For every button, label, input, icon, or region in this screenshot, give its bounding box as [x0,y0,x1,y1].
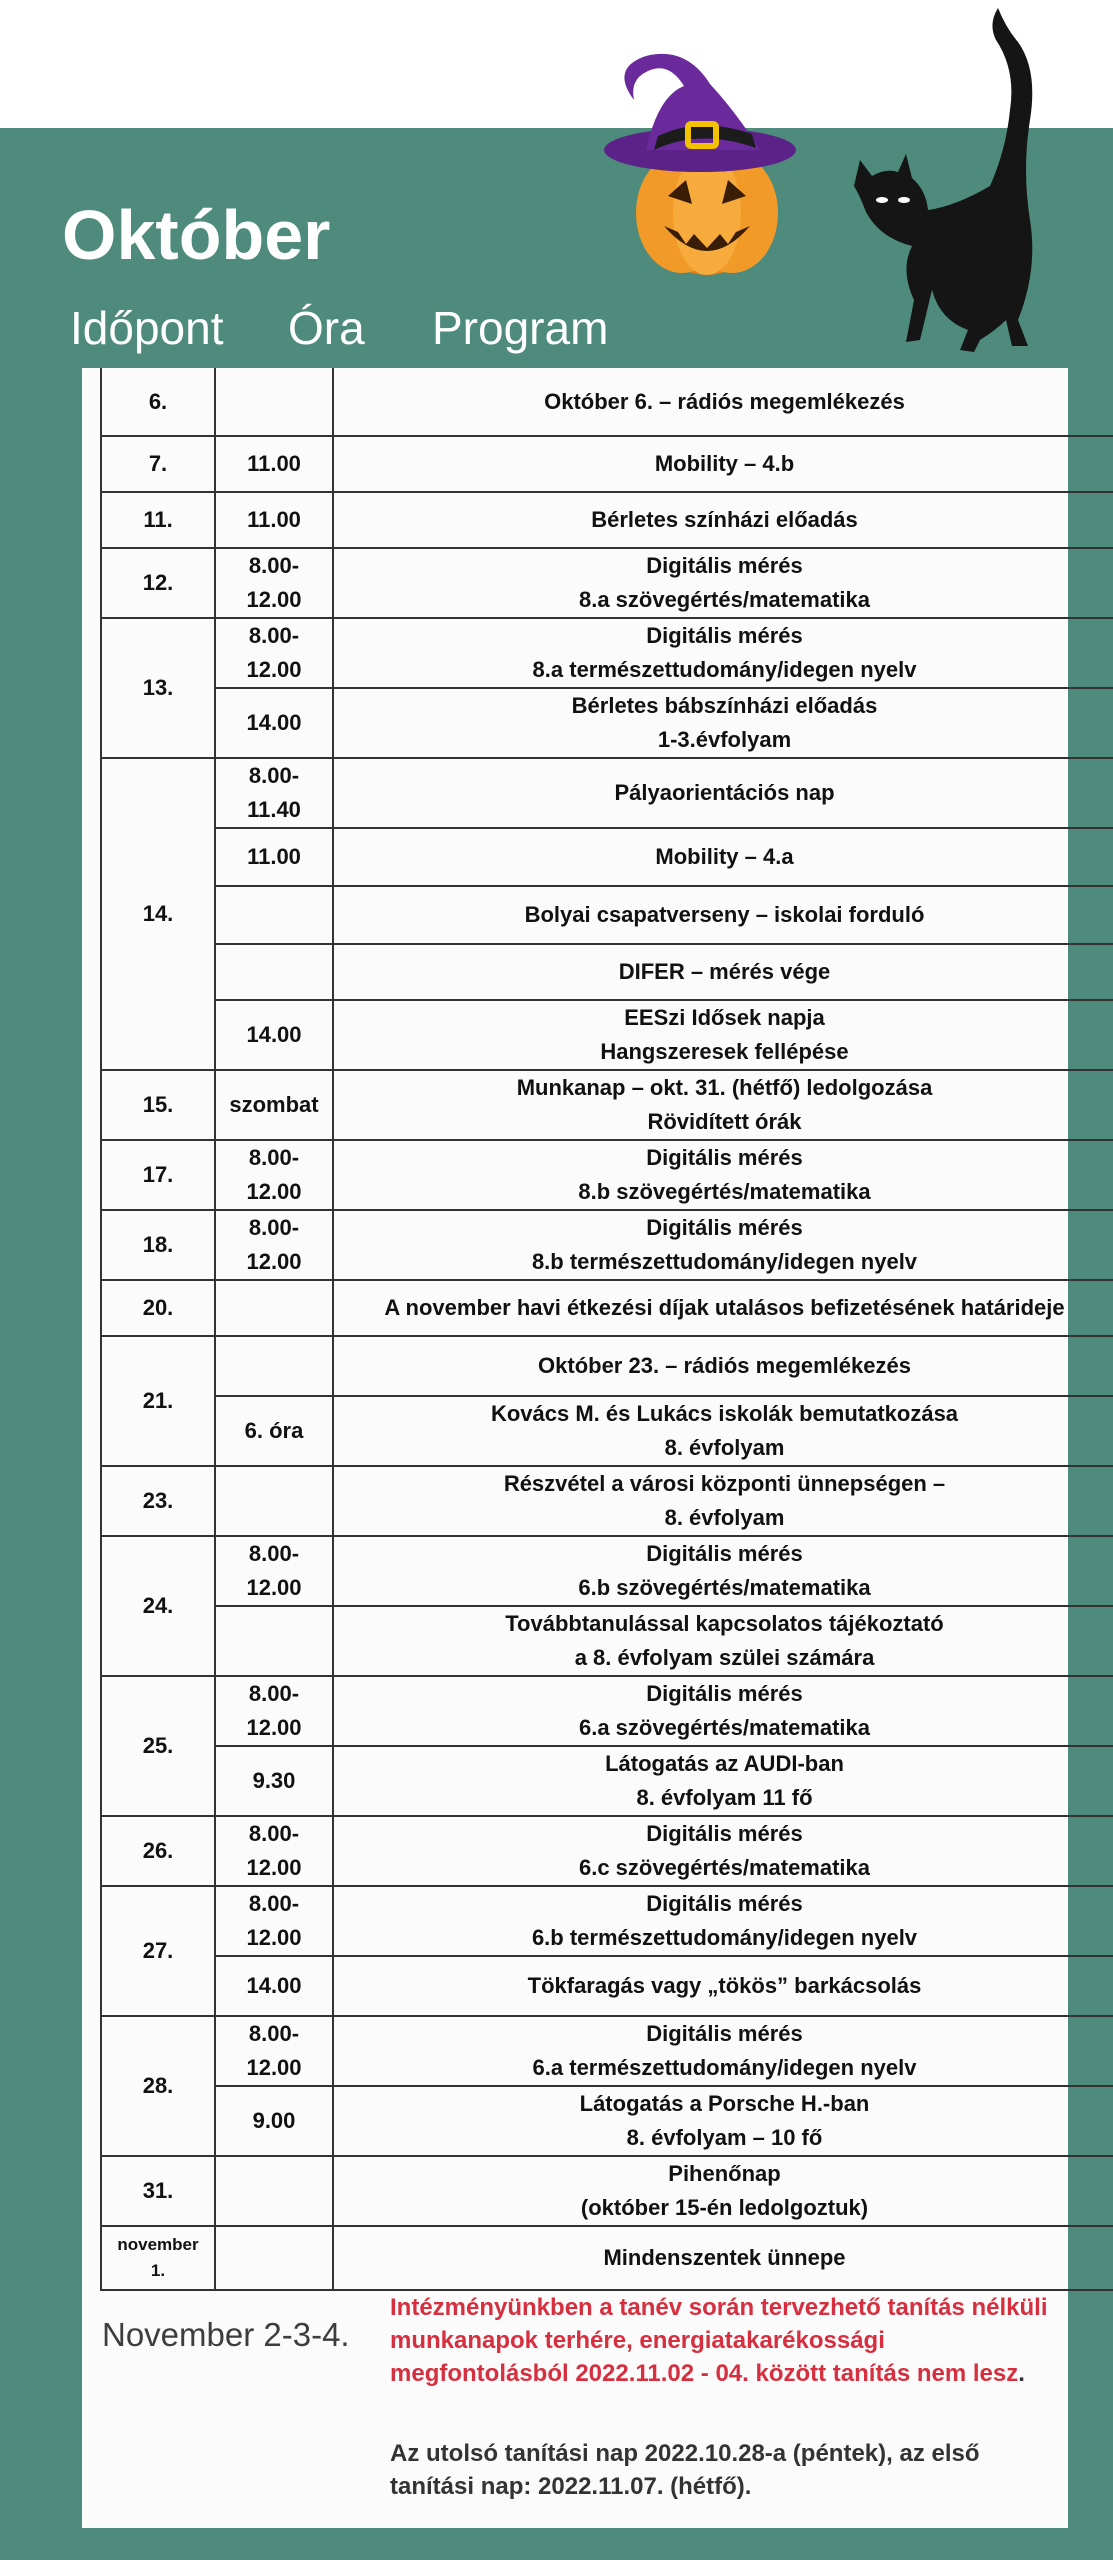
program-cell [333,1886,1113,1956]
schedule-panel [82,368,1068,2528]
program-line: 6.c szövegértés/matematika [578,1855,871,1880]
schedule-row [101,1070,1113,1140]
time-cell: 9.00 [215,2086,333,2156]
time-cell: 8.00- 12.00 [215,2016,333,2086]
date-cell: 20. [101,1280,215,1336]
column-header-date: Időpont [70,302,224,354]
date-cell: 6. [101,368,215,436]
date-cell: 25. [101,1676,215,1816]
time-cell: 11.00 [215,492,333,548]
schedule-row [101,1396,1113,1466]
program-line: a 8. évfolyam szülei számára [574,1645,875,1670]
time-cell: 14.00 [215,688,333,758]
last-teaching-day: Az utolsó tanítási nap 2022.10.28-a (péntek), az első tanítási nap: 2022.11.07. (hétfő). [390,2440,980,2500]
program-line: Október 6. – rádiós megemlékezés [544,388,905,414]
program-cell [333,758,1113,828]
schedule-row [101,1280,1113,1336]
program-line: 6.b természettudomány/idegen nyelv [531,1925,918,1950]
notice-period: . [1018,2360,1025,2387]
date-cell: 28. [101,2016,215,2156]
time-cell: 14.00 [215,1956,333,2016]
schedule-table [100,368,1113,2291]
program-line: 8.b természettudomány/idegen nyelv [531,1249,918,1274]
program-cell [333,1676,1113,1746]
program-line: 8. évfolyam – 10 fő [626,2125,823,2150]
schedule-row [101,1000,1113,1070]
time-cell: 8.00- 12.00 [215,618,333,688]
program-line: Digitális mérés [646,1145,803,1170]
time-cell [215,1606,333,1676]
program-line: Digitális mérés [646,623,803,648]
date-cell: 12. [101,548,215,618]
date-cell: 11. [101,492,215,548]
program-cell [333,492,1113,548]
program-line: Digitális mérés [646,1541,803,1566]
program-line: Bolyai csapatverseny – iskolai forduló [524,902,925,927]
time-cell: 6. óra [215,1396,333,1466]
program-line: Munkanap – okt. 31. (hétfő) ledolgozása [516,1075,933,1100]
column-header-program: Program [432,302,609,354]
program-cell [333,1606,1113,1676]
date-cell: 17. [101,1140,215,1210]
schedule-row [101,828,1113,886]
time-cell: 14.00 [215,1000,333,1070]
time-cell [215,2226,333,2290]
program-line: A november havi étkezési díjak utalásos befizetésének határideje [384,1295,1065,1320]
schedule-row [101,1466,1113,1536]
schedule-row [101,2016,1113,2086]
time-cell: 8.00- 12.00 [215,1816,333,1886]
schedule-row [101,944,1113,1000]
program-line: 8. évfolyam 11 fő [636,1785,813,1810]
program-line: Október 23. – rádiós megemlékezés [538,1353,911,1378]
program-cell [333,1280,1113,1336]
notice-text [390,2291,1060,2390]
time-cell: 8.00- 12.00 [215,1676,333,1746]
program-cell [333,828,1113,886]
schedule-row [101,688,1113,758]
program-line: Kovács M. és Lukács iskolák bemutatkozása [490,1401,959,1426]
program-cell [333,688,1113,758]
program-cell [333,1746,1113,1816]
program-line: 8. évfolyam [664,1505,785,1530]
program-cell [333,886,1113,944]
program-line: Digitális mérés [646,553,803,578]
program-line: Mobility – 4.b [654,451,795,476]
time-cell [215,1280,333,1336]
date-cell: november 1. [101,2226,215,2290]
program-line: 6.a természettudomány/idegen nyelv [532,2055,917,2080]
program-line: Mobility – 4.a [655,844,794,869]
schedule-row [101,492,1113,548]
schedule-row [101,548,1113,618]
program-line: Továbbtanulással kapcsolatos tájékoztató [505,1611,944,1636]
date-cell: 26. [101,1816,215,1886]
witch-hat-icon [604,54,796,172]
schedule-row [101,758,1113,828]
program-line: 8.a szövegértés/matematika [578,587,871,612]
date-cell: 14. [101,758,215,1070]
time-cell: 8.00- 12.00 [215,1210,333,1280]
program-cell [333,1956,1113,2016]
time-cell [215,1466,333,1536]
program-line: Mindenszentek ünnepe [603,2245,846,2270]
program-cell [333,1070,1113,1140]
time-cell: 8.00- 12.00 [215,548,333,618]
schedule-row [101,368,1113,436]
program-cell [333,1210,1113,1280]
time-cell: 9.30 [215,1746,333,1816]
program-line: DIFER – mérés vége [618,959,831,984]
schedule-row [101,1816,1113,1886]
schedule-row [101,1886,1113,1956]
time-cell: 8.00- 12.00 [215,1886,333,1956]
date-cell: 23. [101,1466,215,1536]
program-line: Rövidített órák [647,1109,802,1134]
time-cell: 11.00 [215,828,333,886]
program-cell [333,1140,1113,1210]
program-cell [333,2086,1113,2156]
black-cat-icon [854,8,1032,352]
date-cell: 27. [101,1886,215,2016]
time-cell: 8.00- 11.40 [215,758,333,828]
program-line: Digitális mérés [646,1891,803,1916]
date-cell: 21. [101,1336,215,1466]
program-line: Bérletes színházi előadás [591,507,858,532]
program-line: 1-3.évfolyam [657,727,792,752]
program-line: Digitális mérés [646,1681,803,1706]
program-cell [333,618,1113,688]
time-cell [215,944,333,1000]
program-cell [333,1000,1113,1070]
date-cell: 7. [101,436,215,492]
program-line: Pihenőnap [668,2161,781,2186]
schedule-row [101,2086,1113,2156]
program-line: Hangszeresek fellépése [600,1039,849,1064]
program-cell [333,1816,1113,1886]
time-cell [215,368,333,436]
notice-body: Intézményünkben a tanév során tervezhető tanítás nélküli munkanapok terhére, energiatakarékossági megfontolásból 2022.11.02 - 04. között tanítás nem lesz [390,2294,1048,2387]
program-cell [333,368,1113,436]
schedule-row [101,1606,1113,1676]
schedule-row [101,2226,1113,2290]
schedule-row [101,1956,1113,2016]
schedule-row [101,2156,1113,2226]
program-cell [333,436,1113,492]
program-line: Digitális mérés [646,1215,803,1240]
program-line: Tökfaragás vagy „tökös” barkácsolás [527,1973,922,1998]
program-cell [333,2226,1113,2290]
schedule-row [101,1140,1113,1210]
program-line: Bérletes bábszínházi előadás [571,693,878,718]
program-line: Részvétel a városi központi ünnepségen – [503,1471,946,1496]
program-cell [333,1396,1113,1466]
time-cell [215,2156,333,2226]
program-line: 6.b szövegértés/matematika [578,1575,871,1600]
time-cell: 8.00- 12.00 [215,1140,333,1210]
program-cell [333,1536,1113,1606]
schedule-row [101,1210,1113,1280]
schedule-row [101,1676,1113,1746]
date-cell: 31. [101,2156,215,2226]
november-label: November 2-3-4. [102,2316,350,2353]
program-line: Látogatás az AUDI-ban [605,1751,844,1776]
time-cell [215,1336,333,1396]
program-cell [333,1336,1113,1396]
column-header-time: Óra [288,302,365,354]
program-line: EESzi Idősek napja [624,1005,825,1030]
program-line: 6.a szövegértés/matematika [578,1715,871,1740]
schedule-row [101,886,1113,944]
program-line: (október 15-én ledolgoztuk) [580,2195,869,2220]
schedule-row [101,1746,1113,1816]
program-cell [333,2016,1113,2086]
halloween-decoration [560,0,1060,360]
program-cell [333,548,1113,618]
program-line: Pályaorientációs nap [614,780,835,805]
program-line: Digitális mérés [646,1821,803,1846]
program-line: 8.a természettudomány/idegen nyelv [532,657,917,682]
program-cell [333,944,1113,1000]
page-title: Október [62,196,331,274]
program-line: Digitális mérés [646,2021,803,2046]
time-cell: szombat [215,1070,333,1140]
time-cell [215,886,333,944]
time-cell: 11.00 [215,436,333,492]
date-cell: 15. [101,1070,215,1140]
schedule-row [101,1336,1113,1396]
schedule-row [101,1536,1113,1606]
program-line: 8.b szövegértés/matematika [578,1179,871,1204]
schedule-row [101,618,1113,688]
program-cell [333,1466,1113,1536]
schedule-row [101,436,1113,492]
date-cell: 13. [101,618,215,758]
date-cell: 18. [101,1210,215,1280]
program-cell [333,2156,1113,2226]
program-line: Látogatás a Porsche H.-ban [579,2091,870,2116]
date-cell: 24. [101,1536,215,1676]
time-cell: 8.00- 12.00 [215,1536,333,1606]
program-line: 8. évfolyam [664,1435,785,1460]
